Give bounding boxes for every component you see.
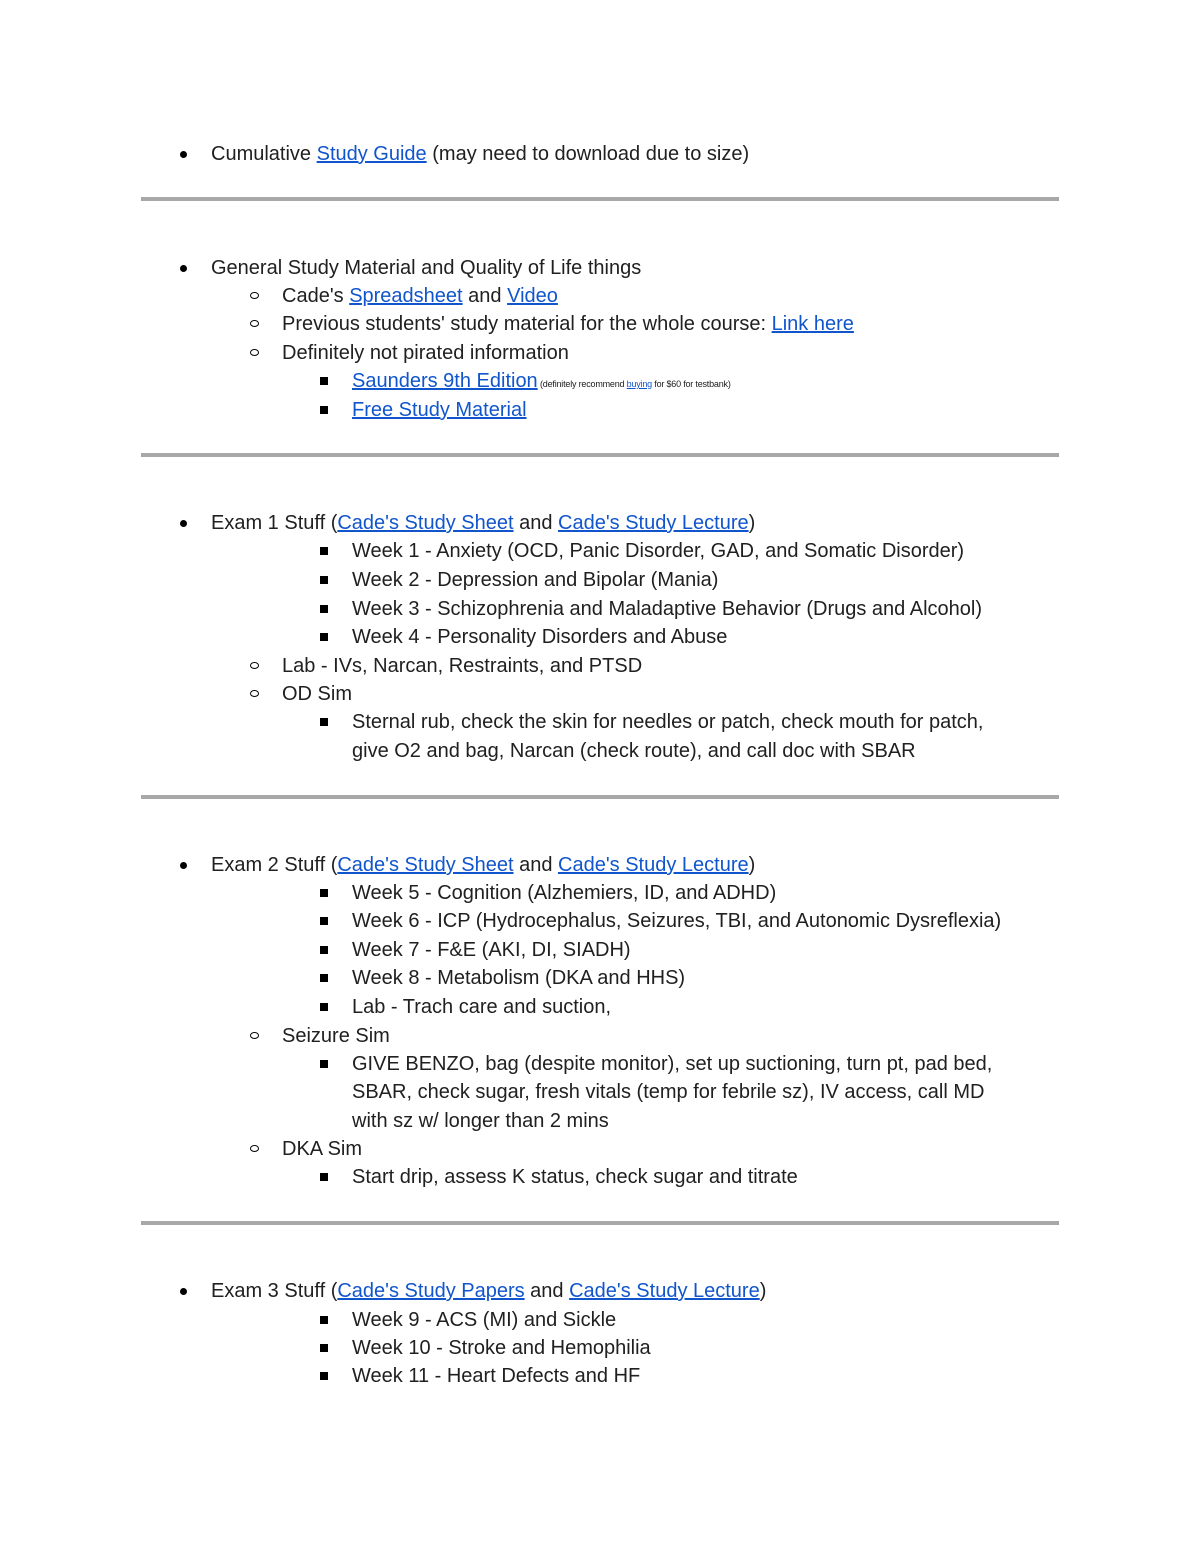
list-item (0, 510, 1200, 536)
list-item (0, 1278, 1200, 1304)
study-sheet-link[interactable]: Cade's Study Sheet (337, 854, 514, 876)
section-title: and (513, 854, 558, 876)
list-item-continuation (0, 1108, 1200, 1134)
square-bullet-icon (316, 397, 336, 423)
list-item (0, 368, 1200, 394)
section-title: Exam 3 Stuff ( (211, 1280, 338, 1302)
lab-item: Lab - Trach care and suction, (352, 996, 612, 1018)
sim-detail-line: GIVE BENZO, bag (despite monitor), set up suctioning, turn pt, pad bed, (352, 1053, 993, 1075)
sim-detail-line: with sz w/ longer than 2 mins (352, 1110, 609, 1132)
disc-bullet-icon (174, 255, 194, 281)
list-item (0, 340, 1200, 366)
sim-detail-line: Sternal rub, check the skin for needles or patch, check mouth for patch, (352, 711, 984, 733)
section-title: Exam 2 Stuff ( (211, 854, 338, 876)
list-item (0, 709, 1200, 735)
week-item: Week 6 - ICP (Hydrocephalus, Seizures, TBI, and Autonomic Dysreflexia) (352, 910, 1002, 932)
item-text: Previous students' study material for the whole course: (282, 313, 772, 335)
horizontal-divider (141, 197, 1059, 201)
list-item (0, 596, 1200, 622)
square-bullet-icon (316, 1363, 336, 1389)
square-bullet-icon (316, 880, 336, 906)
disc-bullet-icon (174, 1278, 194, 1304)
list-item (0, 1023, 1200, 1049)
sim-detail-line: Start drip, assess K status, check sugar and titrate (352, 1166, 798, 1188)
sim-item: OD Sim (282, 683, 352, 705)
list-item (0, 965, 1200, 991)
saunders-link[interactable]: Saunders 9th Edition (352, 370, 538, 392)
disc-bullet-icon (174, 141, 194, 167)
item-text: Cade's (282, 285, 350, 307)
list-item (0, 283, 1200, 309)
video-link[interactable]: Video (507, 285, 558, 307)
study-sheet-link[interactable]: Cade's Study Sheet (337, 512, 514, 534)
square-bullet-icon (316, 596, 336, 622)
list-item (0, 1164, 1200, 1190)
sim-item: Seizure Sim (282, 1025, 390, 1047)
sim-detail-line: SBAR, check sugar, fresh vitals (temp for febrile sz), IV access, call MD (352, 1081, 985, 1103)
item-text: and (462, 285, 508, 307)
buying-link[interactable]: buying (626, 379, 652, 389)
list-item (0, 1307, 1200, 1333)
circle-bullet-icon (245, 1136, 265, 1162)
circle-bullet-icon (245, 311, 265, 337)
list-item (0, 1051, 1200, 1077)
week-item: Week 11 - Heart Defects and HF (352, 1365, 641, 1387)
item-text: Cumulative (211, 143, 317, 165)
week-item: Week 4 - Personality Disorders and Abuse (352, 626, 728, 648)
section-title: and (513, 512, 558, 534)
section-title: Exam 1 Stuff ( (211, 512, 338, 534)
week-item: Week 2 - Depression and Bipolar (Mania) (352, 569, 719, 591)
list-item (0, 937, 1200, 963)
study-lecture-link[interactable]: Cade's Study Lecture (558, 854, 749, 876)
list-item (0, 1136, 1200, 1162)
horizontal-divider (141, 453, 1059, 457)
circle-bullet-icon (245, 1023, 265, 1049)
list-item (0, 1363, 1200, 1389)
section-title: ) (759, 1280, 767, 1302)
list-item-continuation (0, 738, 1200, 764)
spreadsheet-link[interactable]: Spreadsheet (349, 285, 463, 307)
circle-bullet-icon (245, 283, 265, 309)
disc-bullet-icon (174, 510, 194, 536)
square-bullet-icon (316, 965, 336, 991)
square-bullet-icon (316, 567, 336, 593)
square-bullet-icon (316, 538, 336, 564)
list-item (0, 255, 1200, 281)
week-item: Week 9 - ACS (MI) and Sickle (352, 1309, 617, 1331)
circle-bullet-icon (245, 340, 265, 366)
disc-bullet-icon (174, 852, 194, 878)
square-bullet-icon (316, 994, 336, 1020)
week-item: Week 8 - Metabolism (DKA and HHS) (352, 967, 686, 989)
list-item (0, 624, 1200, 650)
study-lecture-link[interactable]: Cade's Study Lecture (558, 512, 749, 534)
week-item: Week 1 - Anxiety (OCD, Panic Disorder, GAD, and Somatic Disorder) (352, 540, 965, 562)
square-bullet-icon (316, 709, 336, 735)
list-item (0, 141, 1200, 167)
list-item (0, 311, 1200, 337)
horizontal-divider (141, 795, 1059, 799)
square-bullet-icon (316, 1164, 336, 1190)
week-item: Week 5 - Cognition (Alzhemiers, ID, and ADHD) (352, 882, 777, 904)
week-item: Week 7 - F&E (AKI, DI, SIADH) (352, 939, 631, 961)
week-item: Week 3 - Schizophrenia and Maladaptive Behavior (Drugs and Alcohol) (352, 598, 982, 620)
list-item (0, 567, 1200, 593)
week-item: Week 10 - Stroke and Hemophilia (352, 1337, 651, 1359)
list-item-continuation (0, 1079, 1200, 1105)
sim-item: DKA Sim (282, 1138, 363, 1160)
list-item (0, 681, 1200, 707)
square-bullet-icon (316, 624, 336, 650)
circle-bullet-icon (245, 681, 265, 707)
horizontal-divider (141, 1221, 1059, 1225)
square-bullet-icon (316, 937, 336, 963)
sim-detail-line: give O2 and bag, Narcan (check route), and call doc with SBAR (352, 740, 916, 762)
list-item (0, 653, 1200, 679)
section-title: and (524, 1280, 570, 1302)
circle-bullet-icon (245, 653, 265, 679)
study-guide-link[interactable]: Study Guide (316, 143, 427, 165)
section-title: ) (748, 512, 756, 534)
square-bullet-icon (316, 1335, 336, 1361)
list-item (0, 908, 1200, 934)
study-lecture-link[interactable]: Cade's Study Lecture (569, 1280, 760, 1302)
square-bullet-icon (316, 368, 336, 394)
section-title: ) (748, 854, 756, 876)
note-text: for $60 for testbank) (651, 379, 731, 389)
study-papers-link[interactable]: Cade's Study Papers (337, 1280, 525, 1302)
section-title: General Study Material and Quality of Life things (211, 257, 642, 279)
list-item (0, 1335, 1200, 1361)
square-bullet-icon (316, 908, 336, 934)
square-bullet-icon (316, 1051, 336, 1077)
list-item (0, 397, 1200, 423)
item-text: (may need to download due to size) (426, 143, 750, 165)
lab-item: Lab - IVs, Narcan, Restraints, and PTSD (282, 655, 643, 677)
item-text: Definitely not pirated information (282, 342, 569, 364)
free-study-material-link[interactable]: Free Study Material (352, 399, 527, 421)
list-item (0, 852, 1200, 878)
list-item (0, 538, 1200, 564)
link-here-link[interactable]: Link here (771, 313, 854, 335)
square-bullet-icon (316, 1307, 336, 1333)
list-item (0, 880, 1200, 906)
note-text: (definitely recommend (537, 379, 627, 389)
list-item (0, 994, 1200, 1020)
